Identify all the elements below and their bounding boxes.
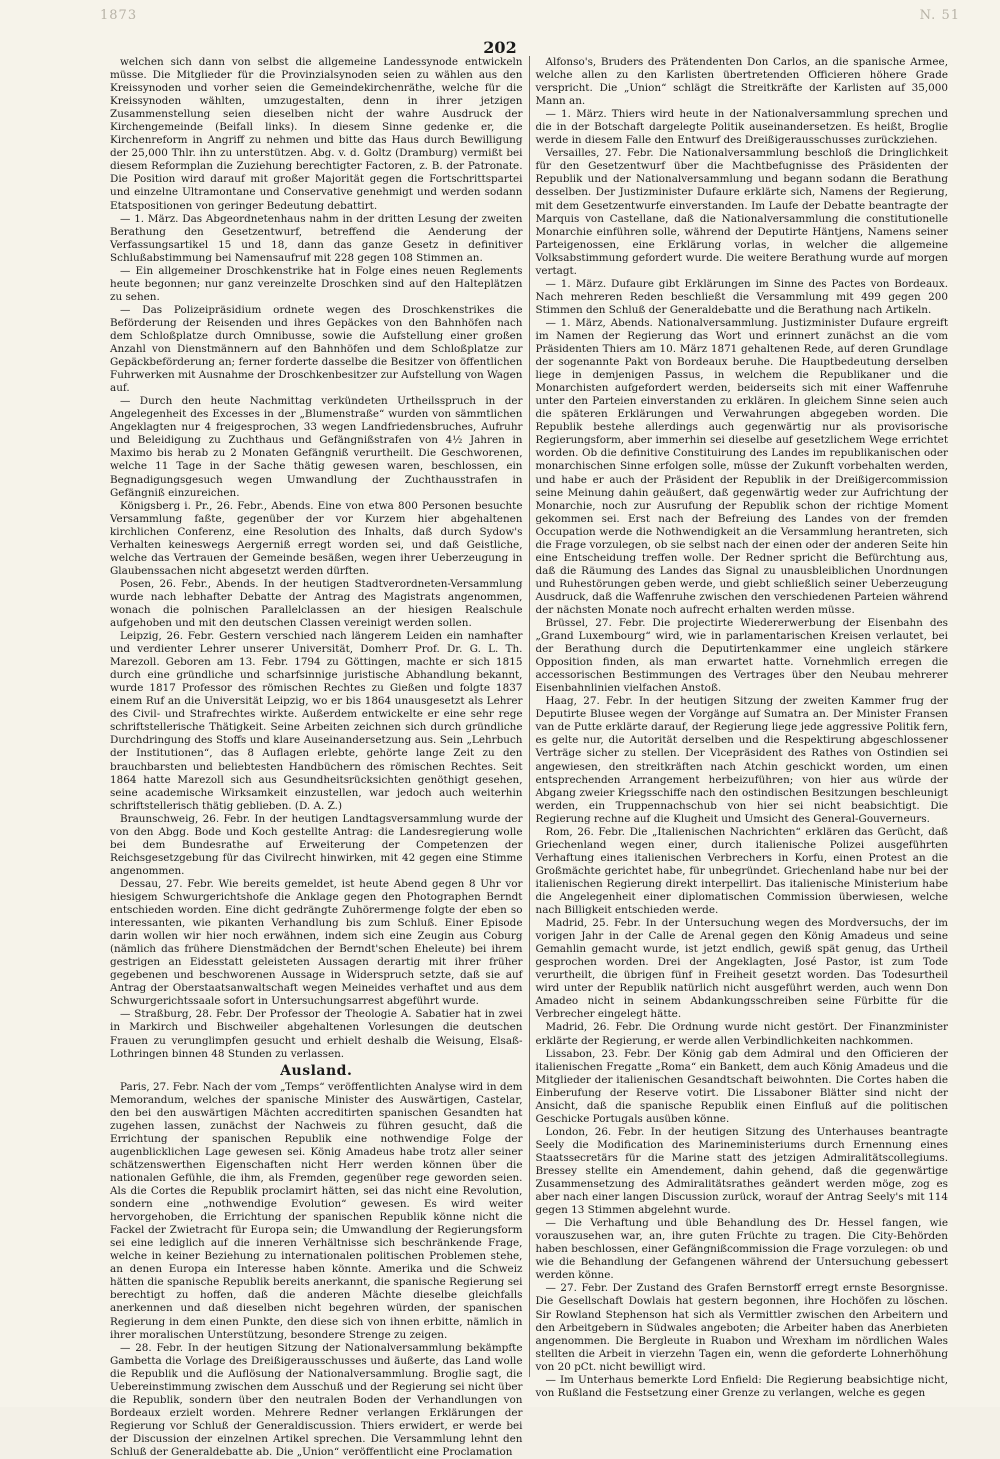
paragraph: Königsberg i. Pr., 26. Febr., Abends. Eine von etwa 800 Personen besuchte Versammlung faßte, gegenüber der vor Kurzem hier abgehaltenen kirchlichen Conferenz, eine Resolution des Inhalts, daß durch Sydow's Verhalten keineswegs Aergerniß erregt worden sei, und daß Geistliche, welche das Vertrauen der Gemeinde besäßen, wegen ihrer Ueberzeugung in Glaubenssachen nicht abgesetzt werden dürften. bbox=[110, 499, 523, 577]
paragraph: — Die Verhaftung und üble Behandlung des Dr. Hessel fangen, wie vorauszusehen war, an, ihre guten Früchte zu tragen. Die City-Behörden haben beschlossen, einer Gefängnißcommission die Frage vorzulegen: ob und wie die Behandlung der Gefangenen während der Untersuchung gebessert werden könne. bbox=[535, 1217, 948, 1282]
paragraph: — 1. März. Dufaure gibt Erklärungen im Sinne des Pactes von Bordeaux. Nach mehreren Reden beschließt die Versammlung mit 499 gegen 200 Stimmen den Schluß der Generaldebatte und die Berathung nach Artikeln. bbox=[535, 277, 948, 316]
paragraph: — 1. März. Das Abgeordnetenhaus nahm in der dritten Lesung der zweiten Berathung den Gesetzentwurf, betreffend die Aenderung der Verfassungsartikel 15 und 18, dann das ganze Gesetz in definitiver Schlußabstimmung bei Namensaufruf mit 228 gegen 108 Stimmen an. bbox=[110, 212, 523, 264]
section-heading-ausland: Ausland. bbox=[280, 1062, 353, 1079]
article-columns bbox=[110, 56, 948, 1458]
paragraph: Lissabon, 23. Febr. Der König gab dem Admiral und den Officieren der italienischen Fregatte „Roma“ ein Bankett, dem auch König Amadeus und die Mitglieder der italienischen Gesandtschaft beiwohnten. Die Cortes haben die Einberufung der Reserve votirt. Die Lissaboner Blätter sind nicht der Ansicht, daß die spanische Republik einen Einfluß auf die politischen Geschicke Portugals ausüben könne. bbox=[535, 1047, 948, 1125]
paragraph: Alfonso's, Bruders des Prätendenten Don Carlos, an die spanische Armee, welche allen zu den Karlisten übertretenden Officieren höhere Grade verspricht. Die „Union“ schlägt die Streitkräfte der Karlisten auf 35,000 Mann an. bbox=[535, 56, 948, 108]
paragraph: Madrid, 26. Febr. Die Ordnung wurde nicht gestört. Der Finanzminister erklärte der Regierung, er werde allen Verbindlichkeiten nachkommen. bbox=[535, 1021, 948, 1047]
bleed-left-text: 1873 bbox=[100, 7, 138, 23]
paragraph: Braunschweig, 26. Febr. In der heutigen Landtagsversammlung wurde der von den Abgg. Bode und Koch gestellte Antrag: die Landesregierung wolle bei dem Bundesrathe auf Erweiterung der Competenzen der Reichsgesetzgebung für das Civilrecht hinwirken, mit 42 gegen eine Stimme angenommen. bbox=[110, 812, 523, 877]
paragraph: — 1. März, Abends. Nationalversammlung. Justizminister Dufaure ergreift im Namen der Regierung das Wort und erinnert zunächst an die vom Präsidenten Thiers am 10. März 1871 gehaltenen Rede, auf deren Grundlage der sogenannte Pakt von Bordeaux beruhe. Die Hauptbedeutung derselben liege in demjenigen Passus, in welchem die Republikaner und die Monarchisten aufgefordert werden, beiderseits sich mit einer Waffenruhe unter den Parteien einverstanden zu erklären. In gleichem Sinne seien auch die späteren Erklärungen und Verwahrungen abgegeben worden. Die Republik bestehe allerdings auch gegenwärtig nur als provisorische Regierungsform, aber immerhin sei dieselbe auf gesetzlichem Wege errichtet worden. Ob die definitive Constituirung des Landes im republikanischen oder monarchischen Sinne erfolgen solle, müsse der Zukunft vorbehalten werden, und habe er auch der Präsident der Republik in der Dreißigercommission seine Meinung dahin geäußert, daß gegenwärtig weder zur Aufrichtung der Monarchie, noch zur Ausrufung der Republik schon der richtige Moment gekommen sei. Erst nach der Befreiung des Landes von der fremden Occupation werde die Nothwendigkeit an die Versammlung herantreten, sich die Frage vorzulegen, ob sie selbst nach der einen oder der anderen Seite hin eine Entscheidung treffen wolle. Der Redner spricht die Befürchtung aus, daß die Räumung des Landes das Signal zu unausbleiblichen Unordnungen und Ruhestörungen geben werde, und giebt schließlich seiner Ueberzeugung Ausdruck, daß die Waffenruhe zwischen den verschiedenen Parteien während der nächsten Monate noch aufrecht erhalten werden müsse. bbox=[535, 316, 948, 616]
paragraph: — Straßburg, 28. Febr. Der Professor der Theologie A. Sabatier hat in zwei in Markirch und Bischweiler abgehaltenen Vorlesungen die deutschen Frauen zu verunglimpfen gesucht und erhielt deshalb die Weisung, Elsaß-Lothringen binnen 48 Stunden zu verlassen. bbox=[110, 1008, 523, 1060]
paragraph: — Im Unterhaus bemerkte Lord Enfield: Die Regierung beabsichtige nicht, von Rußland die Festsetzung einer Grenze zu verlangen, welche es gegen bbox=[535, 1373, 948, 1399]
right-column bbox=[529, 56, 949, 1399]
paragraph: — 1. März. Thiers wird heute in der Nationalversammlung sprechen und die in der Botschaft dargelegte Politik auseinandersetzen. Es heißt, Broglie werde in diesem Falle den Entwurf des Dreißigerausschusses zurückziehen. bbox=[535, 108, 948, 147]
paragraph: Paris, 27. Febr. Nach der vom „Temps“ veröffentlichten Analyse wird in dem Memorandum, welches der spanische Minister des Auswärtigen, Castelar, den bei den auswärtigen Mächten accreditirten spanischen Gesandten hat zugehen lassen, zunächst der Nachweis zu führen gesucht, daß die Errichtung der spanischen Republik eine nothwendige Folge der augenblicklichen Lage gewesen sei. König Amadeus habe trotz aller seiner schätzenswerthen Eigenschaften nicht Herr werden können über die nationalen Gefühle, die ihm, als Fremden, gegenüber rege geworden seien. Als die Cortes die Republik proclamirt hätten, sei das nicht eine Revolution, sondern eine „nothwendige Evolution“ gewesen. Es wird weiter hervorgehoben, die Errichtung der spanischen Republik könne nicht die Fackel der Zwietracht für Europa sein; die Umwandlung der Regierungsform sei eine lediglich auf die inneren Verhältnisse sich beschränkende Frage, welche in keiner Beziehung zu internationalen politischen Problemen stehe, an denen Europa ein Interesse haben könnte. Amerika und die Schweiz hätten die spanische Republik bereits anerkannt, die spanische Regierung sei berechtigt zu hoffen, daß die anderen Mächte dieselbe gleichfalls anerkennen und daß dieselben nicht begehren würden, der spanischen Regierung in dem einen Punkte, den diese sich von ihnen erbitte, nämlich in ihrer moralischen Unterstützung, besondere Strenge zu zeigen. bbox=[110, 1080, 523, 1341]
paragraph: — 27. Febr. Der Zustand des Grafen Bernstorff erregt ernste Besorgnisse. Die Gesellschaft Dowlais hat gestern begonnen, ihre Hochöfen zu löschen. Sir Rowland Stephenson hat sich als Vermittler zwischen den Arbeitern und den Arbeitgebern in Südwales angeboten; die Arbeiter haben das Anerbieten angenommen. Die Bergleute in Ruabon und Wrexham im nördlichen Wales stellten die Arbeit in vierzehn Tagen ein, wenn die geforderte Lohnerhöhung von 20 pCt. nicht bewilligt wird. bbox=[535, 1282, 948, 1373]
paragraph: welchen sich dann von selbst die allgemeine Landessynode entwickeln müsse. Die Mitglieder für die Provinzialsynoden seien zu wählen aus den Kreissynoden und vorher seien die Gemeindekirchenräthe, welche für die Kreissynoden wählten, umzugestalten, denn in ihrer jetzigen Zusammenstellung seien dieselben nicht der wahre Ausdruck der Kirchengemeinde (Beifall links). In diesem Sinne gedenke er, die Kirchenreform in Angriff zu nehmen und bitte das Haus durch Bewilligung der 25,000 Thlr. ihn zu unterstützen. Abg. v. d. Goltz (Dramburg) vermißt bei diesem Reformplan die Zuziehung berechtigter Factoren, z. B. der Patronate. Die Position wird darauf mit großer Majorität gegen die Fortschrittspartei und einzelne Ultramontane und Conservative genehmigt und werden sodann Etatspositionen von geringer Bedeutung debattirt. bbox=[110, 56, 523, 212]
paragraph: Rom, 26. Febr. Die „Italienischen Nachrichten“ erklären das Gerücht, daß Griechenland wegen einer, durch italienische Polizei ausgeführten Verhaftung eines italienischen Verbrechers in Korfu, einen Protest an die Großmächte gerichtet habe, für unbegründet. Griechenland habe nur bei der italienischen Regierung direkt interpellirt. Das italienische Ministerium habe die Angelegenheit einer diplomatischen Commission überwiesen, welche nach Billigkeit entschieden werde. bbox=[535, 825, 948, 917]
paragraph: London, 26. Febr. In der heutigen Sitzung des Unterhauses beantragte Seely die Modification des Marineministeriums durch Ernennung eines Staatssecretärs für die Marine statt des jetzigen Admiralitätscollegiums. Bressey stellte ein Amendement, dahin gehend, daß die gegenwärtige Zusammensetzung des Admiralitätsrathes geändert werden möge, zog es aber nach einer langen Discussion zurück, worauf der Antrag Seely's mit 114 gegen 13 Stimmen abgelehnt wurde. bbox=[535, 1125, 948, 1217]
paragraph: Dessau, 27. Febr. Wie bereits gemeldet, ist heute Abend gegen 8 Uhr vor hiesigem Schwurgerichtshofe die Anklage gegen den Photographen Berndt entschieden worden. Eine dicht gedrängte Zuhörermenge folgte der eben so interessanten, wie pikanten Verhandlung bis zum Schluß. Einer Episode darin wollen wir hier noch erwähnen, indem sich eine Zeugin aus Coburg (nämlich das frühere Dienstmädchen der Berndt'schen Eheleute) bei ihrem gestrigen an Eidesstatt geleisteten Aussagen derartig mit ihrer früher gegebenen und beschworenen Aussage in Widerspruch setzte, daß sie auf Antrag der Oberstaatsanwaltschaft wegen Meineides verhaftet und aus dem Schwurgerichtssaale sofort in Untersuchungsarrest abgeführt wurde. bbox=[110, 877, 523, 1008]
paragraph: Posen, 26. Febr., Abends. In der heutigen Stadtverordneten-Versammlung wurde nach lebhafter Debatte der Antrag des Magistrats angenommen, wonach die polnischen Parallelclassen an der hiesigen Realschule aufgehoben und mit den deutschen Classen vereinigt werden sollen. bbox=[110, 577, 523, 630]
paragraph: Versailles, 27. Febr. Die Nationalversammlung beschloß die Dringlichkeit für den Gesetzentwurf über die Machtbefugnisse des Präsidenten der Republik und der Nationalversammlung und begann sodann die Berathung desselben. Der Justizminister Dufaure erklärte sich, Namens der Regierung, mit dem Gesetzentwurfe einverstanden. Im Laufe der Debatte beantragte der Marquis von Castellane, daß die Nationalversammlung die constitutionelle Monarchie einführen solle, während der Deputirte Häntjens, Namens seiner Parteigenossen, eine Erklärung vorlas, in welcher die allgemeine Volksabstimmung gefordert wurde. Die weitere Berathung wurde auf morgen vertagt. bbox=[535, 147, 948, 277]
paragraph: — Durch den heute Nachmittag verkündeten Urtheilsspruch in der Angelegenheit des Excesses in der „Blumenstraße“ wurden von sämmtlichen Angeklagten nur 4 freigesprochen, 33 wegen Landfriedensbruches, Aufruhr und Beleidigung zu Zuchthaus und Gefängnißstrafen von 4½ Jahren in Maximo bis herab zu 2 Monaten Gefängniß verurtheilt. Die Geschworenen, welche 11 Tage in der Sache thätig gewesen waren, beschlossen, ein Begnadigungsgesuch wegen Umwandlung der Zuchthausstrafen in Gefängniß einzureichen. bbox=[110, 395, 523, 499]
left-column bbox=[110, 56, 523, 1458]
paragraph: Madrid, 25. Febr. In der Untersuchung wegen des Mordversuchs, der im vorigen Jahr in der Calle de Arenal gegen den König Amadeus und seine Gemahlin gemacht wurde, ist jetzt endlich, gewiß spät genug, das Urtheil gesprochen worden. Drei der Angeklagten, José Pastor, ist zum Tode verurtheilt, die übrigen fünf in Freiheit gesetzt worden. Das Todesurtheil wird unter der Republik natürlich nicht ausgeführt werden, auch wenn Don Amadeo nicht in seinem Abdankungsschreiben seine Fürbitte für die Verbrecher eingelegt hätte. bbox=[535, 917, 948, 1021]
paragraph: — Das Polizeipräsidium ordnete wegen des Droschkenstrikes die Beförderung der Reisenden und ihres Gepäckes von den Bahnhöfen nach dem Schloßplatze durch Omnibusse, sowie die Aufstellung einer großen Anzahl von Dienstmännern auf den Bahnhöfen und dem Schloßplatze zur Gepäckbeförderung an; ferner forderte dasselbe die Besitzer von öffentlichen Fuhrwerken mit Ausnahme der Droschkenbesitzer zur Aufstellung von Wagen auf. bbox=[110, 303, 523, 395]
paragraph: — Ein allgemeiner Droschkenstrike hat in Folge eines neuen Reglements heute begonnen; nur ganz vereinzelte Droschken sind auf den Halteplätzen zu sehen. bbox=[110, 264, 523, 303]
bleed-right-text: N. 51 bbox=[919, 7, 960, 23]
paragraph: Leipzig, 26. Febr. Gestern verschied nach längerem Leiden ein namhafter und verdienter Lehrer unserer Universität, Domherr Prof. Dr. G. L. Th. Marezoll. Geboren am 13. Febr. 1794 zu Göttingen, machte er sich 1815 durch eine gründliche und scharfsinnige juristische Abhandlung bekannt, wurde 1817 Professor des römischen Rechtes zu Gießen und folgte 1837 einem Ruf an die Universität Leipzig, wo er bis 1864 unausgesetzt als Lehrer des Civil- und Strafrechtes wirkte. Außerdem entwickelte er eine sehr rege schriftstellerische Thätigkeit. Seine Arbeiten zeichnen sich durch gründliche Durchdringung des Stoffs und klare Auseinandersetzung aus. Sein „Lehrbuch der Institutionen“, das 8 Auflagen erlebte, gehörte lange Zeit zu den brauchbarsten und beliebtesten Handbüchern des römischen Rechtes. Seit 1864 hatte Marezoll sich aus Gesundheitsrücksichten genöthigt gesehen, seine academische Wirksamkeit einzustellen, war jedoch auch weiterhin schriftstellerisch thätig geblieben. (D. A. Z.) bbox=[110, 630, 523, 812]
page-number: 202 bbox=[483, 38, 517, 57]
paragraph: Haag, 27. Febr. In der heutigen Sitzung der zweiten Kammer frug der Deputirte Blusee wegen der Vorgänge auf Sumatra an. Der Minister Fransen van de Putte erklärte darauf, der Regierung liege jede aggressive Politik fern, es gelte nur, die Autorität derselben und die Respektirung abgeschlossener Verträge sicher zu stellen. Der Vicepräsident des Rathes von Ostindien sei angewiesen, den streitkräften nach Atchin geschickt worden, um einen entsprechenden Arrangement herbeizuführen; von hier aus würde der Abgang zweier Kriegsschiffe nach den ostindischen Besitzungen beschleunigt werden, ein Truppennachschub von hier sei nicht beabsichtigt. Die Regierung rechne auf die Klugheit und Umsicht des General-Gouverneurs. bbox=[535, 695, 948, 825]
bleed-through-header bbox=[100, 4, 960, 26]
paragraph: Brüssel, 27. Febr. Die projectirte Wiedererwerbung der Eisenbahn des „Grand Luxembourg“ wird, wie in parlamentarischen Kreisen verlautet, bei der Berathung durch die Deputirtenkammer eine ungleich stärkere Opposition finden, als man erwartet hatte. Vornehmlich erregen die accessorischen Bestimmungen des Vertrages über den Neubau mehrerer Eisenbahnlinien vielfachen Anstoß. bbox=[535, 617, 948, 695]
paragraph: — 28. Febr. In der heutigen Sitzung der Nationalversammlung bekämpfte Gambetta die Vorlage des Dreißigerausschusses und äußerte, das Land wolle die Republik und die Auflösung der Nationalversammlung. Broglie sagt, die Uebereinstimmung zwischen dem Ausschuß und der Regierung sei nicht über die Republik, sondern über den neutralen Boden der Verhandlungen von Bordeaux erzielt worden. Mehrere Redner verlangen Erklärungen der Regierung vor Schluß der Generaldiscussion. Thiers erwidert, er werde bei der Discussion der einzelnen Artikel sprechen. Die Versammlung lehnt den Schluß der Generaldebatte ab. Die „Union“ veröffentlicht eine Proclamation bbox=[110, 1341, 523, 1458]
